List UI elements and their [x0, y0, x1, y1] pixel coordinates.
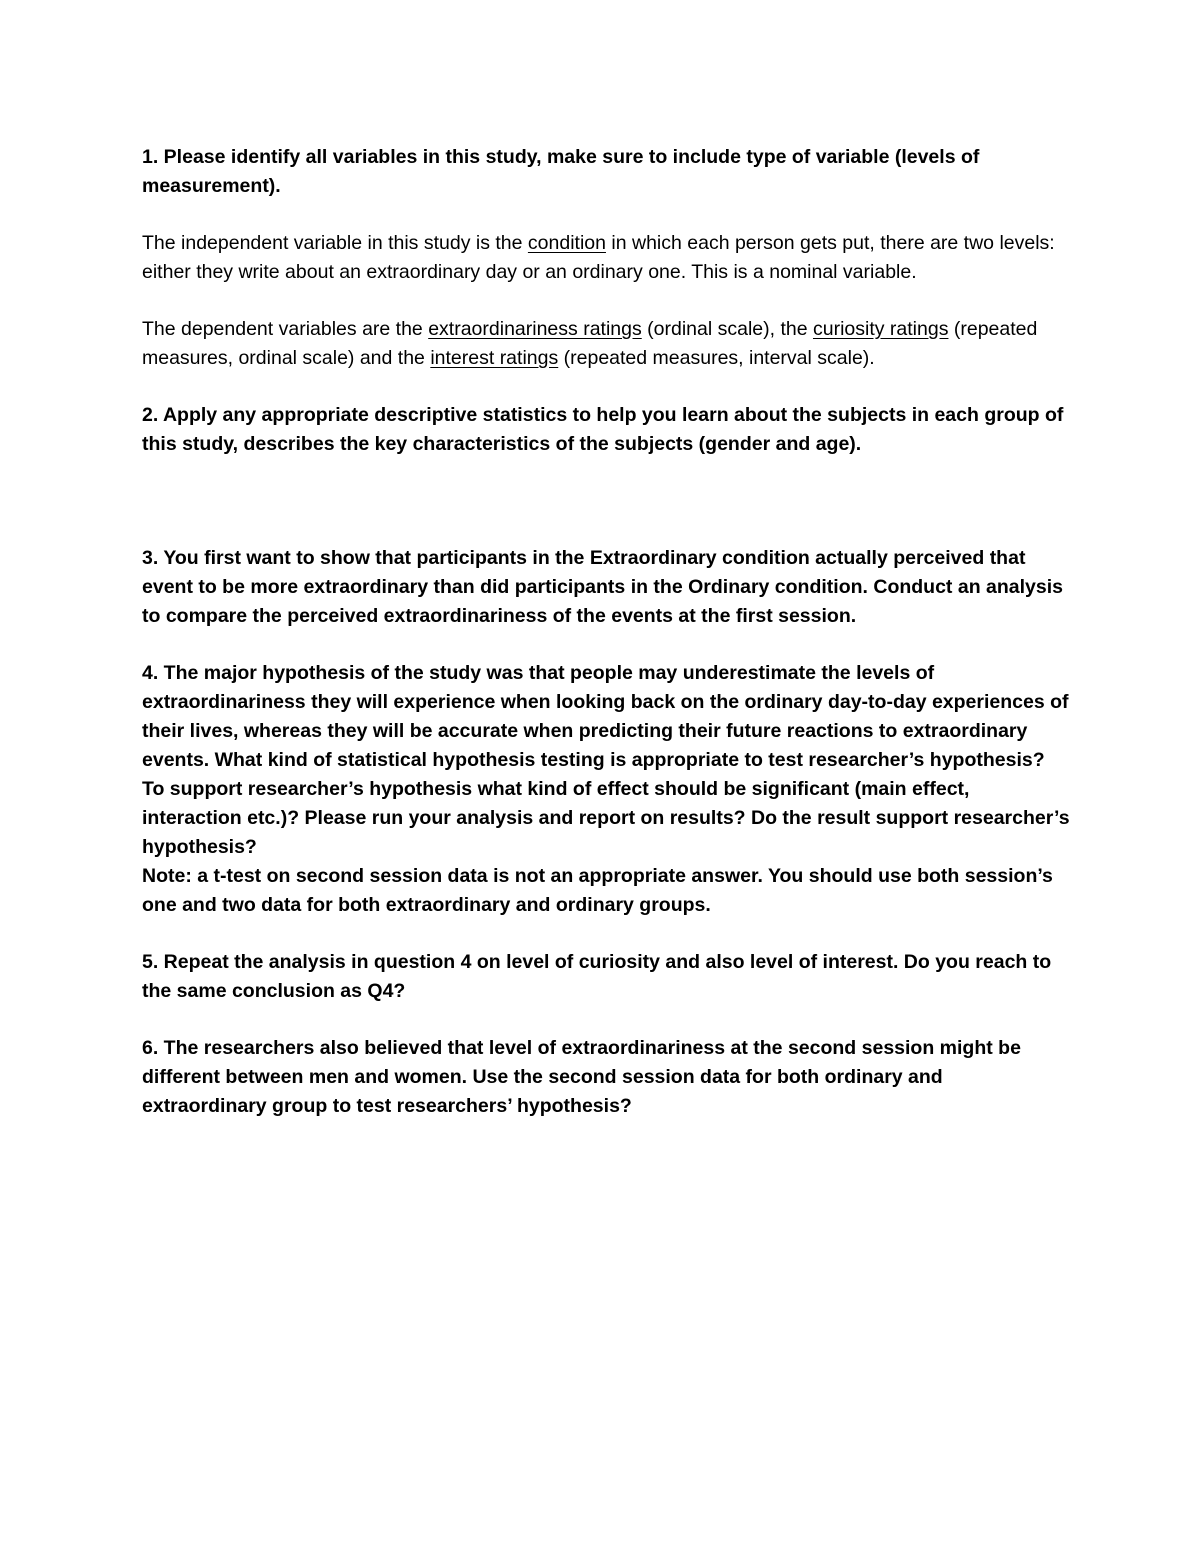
answer-independent-variable: [142, 229, 1072, 287]
question-4-note: Note: a t-test on second session data is not an appropriate answer. You should use both session’s one and two data for both extraordinary and ordinary groups.: [142, 865, 1053, 916]
document-content: [142, 143, 1072, 1149]
question-2: 2. Apply any appropriate descriptive statistics to help you learn about the subjects in each group of this study, describes the key characteristics of the subjects (gender and age).: [142, 404, 1064, 455]
term-curiosity-ratings: curiosity ratings: [812, 318, 949, 340]
question-5: 5. Repeat the analysis in question 4 on level of curiosity and also level of interest. Do you reach to the same conclusion as Q4?: [142, 951, 1052, 1002]
question-4: 4. The major hypothesis of the study was that people may underestimate the levels of extraordinariness they will experience when looking back on the ordinary day-to-day experiences of their lives, whereas they will be accurate when predicting their future reactions to extraordinary events. What kind of statistical hypothesis testing is appropriate to test researcher’s hypothesis? To support researcher’s hypothesis what kind of effect should be significant (main effect, interaction etc.)? Please run your analysis and report on results? Do the result support researcher’s hypothesis?: [142, 662, 1070, 858]
term-condition: condition: [527, 232, 606, 254]
answer-iv-text-after: in which each person gets put, there are two levels: either they write about an extraordinary day or an ordinary one. This is a nominal variable.: [142, 232, 1055, 283]
term-interest-ratings: interest ratings: [430, 347, 559, 369]
question-3: 3. You first want to show that participants in the Extraordinary condition actually perceived that event to be more extraordinary than did participants in the Ordinary condition. Conduct an analysis to compare the perceived extraordinariness of the events at the first session.: [142, 547, 1063, 627]
answer-dependent-variables: [142, 315, 1072, 373]
answer-iv-text-before: The independent variable in this study is the: [142, 232, 528, 254]
answer-dv-part-4: (repeated measures, interval scale).: [558, 347, 875, 369]
blank-space: [142, 487, 1072, 544]
answer-dv-part-2: (ordinal scale), the: [641, 318, 813, 340]
question-6: 6. The researchers also believed that level of extraordinariness at the second session might be different between men and women. Use the second session data for both ordinary and extraordinary group to test researchers’ hypothesis?: [142, 1037, 1021, 1117]
question-1: 1. Please identify all variables in this study, make sure to include type of variable (levels of measurement).: [142, 146, 980, 197]
answer-dv-part-3: (repeated measures, ordinal scale) and the: [142, 318, 1038, 369]
term-extraordinariness-ratings: extraordinariness ratings: [428, 318, 642, 340]
answer-dv-part-1: The dependent variables are the: [142, 318, 429, 340]
